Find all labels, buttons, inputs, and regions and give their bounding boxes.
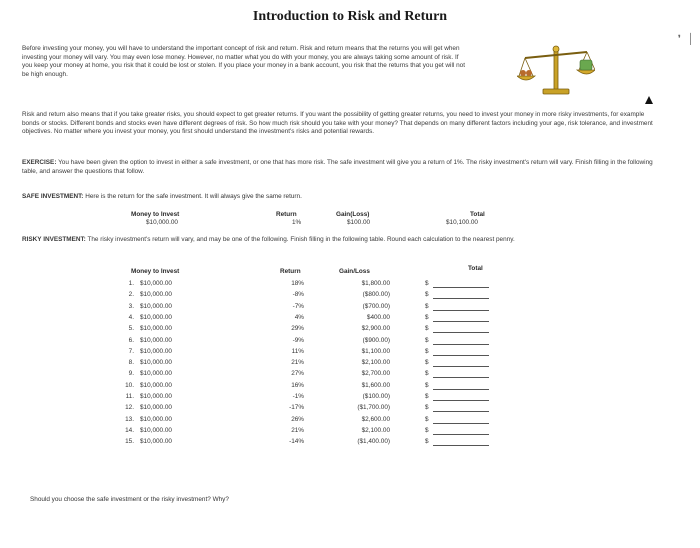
row-number: 3. — [128, 303, 134, 310]
row-money: $10,000.00 — [140, 280, 172, 287]
row-number: 13. — [125, 416, 134, 423]
row-dollar: $ — [425, 404, 429, 411]
safe-text: Here is the return for the safe investment. It will always give the same return. — [85, 193, 302, 200]
safe-header-gain: Gain(Loss) — [336, 211, 370, 218]
row-total-blank[interactable] — [433, 393, 489, 401]
row-return: 27% — [291, 370, 304, 377]
mouse-cursor-icon — [645, 96, 653, 104]
risk-paragraph: Risk and return also means that if you take greater risks, you should expect to get greater returns. If you want the possibility of getting greater returns, you need to invest your money in more risky investments, for example bonds or stocks. Different bonds and stocks even have different degrees of risk. So how much risk should you take with your money? That depends on many different factors including your age, risk tolerance, and investment objectives. No matter where you invest your money, you first should understand the investment's risks and potential rewards. — [22, 111, 653, 136]
row-return: 18% — [291, 280, 304, 287]
row-total-blank[interactable] — [433, 404, 489, 412]
row-total-blank[interactable] — [433, 291, 489, 299]
row-return: 16% — [291, 382, 304, 389]
risky-header-money: Money to Invest — [131, 268, 180, 275]
row-number: 11. — [125, 393, 134, 400]
row-number: 8. — [128, 359, 134, 366]
row-dollar: $ — [425, 359, 429, 366]
safe-header-money: Money to Invest — [131, 211, 180, 218]
exercise-text: You have been given the option to invest in either a safe investment, or one that has more risk. The safe investment will give you a return of 1%. The risky investment's return will vary. Finish filling in the following table, and answer the questions that follow. — [22, 159, 653, 175]
row-total-blank[interactable] — [433, 348, 489, 356]
row-money: $10,000.00 — [140, 404, 172, 411]
row-money: $10,000.00 — [140, 314, 172, 321]
row-gain: ($700.00) — [362, 303, 390, 310]
question-text: Should you choose the safe investment or the risky investment? Why? — [30, 496, 229, 503]
row-total-blank[interactable] — [433, 314, 489, 322]
row-gain: ($100.00) — [362, 393, 390, 400]
row-gain: $1,100.00 — [361, 348, 390, 355]
row-total-blank[interactable] — [433, 280, 489, 288]
row-money: $10,000.00 — [140, 337, 172, 344]
row-gain: $1,600.00 — [361, 382, 390, 389]
safe-money-value: $10,000.00 — [146, 219, 178, 226]
row-number: 15. — [125, 438, 134, 445]
risky-text: The risky investment's return will vary, and may be one of the following. Finish filling in the following table. Round each calculation to the nearest penny. — [87, 236, 515, 243]
row-return: -7% — [292, 303, 304, 310]
row-number: 14. — [125, 427, 134, 434]
edge-marks-icon: ❜ │ — [677, 34, 696, 45]
row-total-blank[interactable] — [433, 438, 489, 446]
row-dollar: $ — [425, 325, 429, 332]
row-money: $10,000.00 — [140, 348, 172, 355]
row-dollar: $ — [425, 348, 429, 355]
row-total-blank[interactable] — [433, 370, 489, 378]
row-total-blank[interactable] — [433, 416, 489, 424]
balance-scale-icon — [517, 42, 595, 98]
row-total-blank[interactable] — [433, 303, 489, 311]
row-number: 10. — [125, 382, 134, 389]
row-money: $10,000.00 — [140, 427, 172, 434]
safe-investment-line — [22, 193, 302, 200]
risky-header-gain: Gain/Loss — [339, 268, 370, 275]
row-total-blank[interactable] — [433, 359, 489, 367]
row-return: -17% — [289, 404, 304, 411]
row-money: $10,000.00 — [140, 303, 172, 310]
row-total-blank[interactable] — [433, 325, 489, 333]
row-return: 4% — [294, 314, 304, 321]
row-gain: ($1,400.00) — [357, 438, 390, 445]
row-dollar: $ — [425, 416, 429, 423]
row-return: -8% — [292, 291, 304, 298]
row-number: 5. — [128, 325, 134, 332]
risky-header-return: Return — [280, 268, 301, 275]
row-number: 12. — [125, 404, 134, 411]
row-total-blank[interactable] — [433, 427, 489, 435]
exercise-paragraph — [22, 159, 662, 176]
intro-paragraph: Before investing your money, you will have to understand the important concept of risk and return. Risk and return means that the returns you will get when investing your money will vary. You may even lose money. However, no matter what you do with your money, you are always taking some amount of risk. If you keep your money at home, you risk that it could be lost or stolen. If you place your money in a bank account, you risk that the returns that you get will not be high enough. — [22, 45, 465, 79]
row-number: 9. — [128, 370, 134, 377]
row-gain: ($800.00) — [362, 291, 390, 298]
row-money: $10,000.00 — [140, 382, 172, 389]
row-number: 6. — [128, 337, 134, 344]
risky-label: RISKY INVESTMENT: — [22, 236, 86, 243]
row-return: -14% — [289, 438, 304, 445]
row-return: -9% — [292, 337, 304, 344]
row-gain: $2,100.00 — [361, 359, 390, 366]
row-total-blank[interactable] — [433, 382, 489, 390]
row-gain: $2,600.00 — [361, 416, 390, 423]
row-return: 11% — [291, 348, 304, 355]
safe-header-total: Total — [470, 211, 485, 218]
exercise-label: EXERCISE: — [22, 159, 57, 166]
safe-label: SAFE INVESTMENT: — [22, 193, 84, 200]
row-dollar: $ — [425, 337, 429, 344]
row-dollar: $ — [425, 280, 429, 287]
row-return: 26% — [291, 416, 304, 423]
row-dollar: $ — [425, 438, 429, 445]
row-return: 21% — [291, 427, 304, 434]
row-dollar: $ — [425, 382, 429, 389]
row-money: $10,000.00 — [140, 416, 172, 423]
row-gain: ($900.00) — [362, 337, 390, 344]
row-dollar: $ — [425, 291, 429, 298]
row-money: $10,000.00 — [140, 370, 172, 377]
row-dollar: $ — [425, 427, 429, 434]
row-total-blank[interactable] — [433, 337, 489, 345]
row-return: 29% — [291, 325, 304, 332]
row-money: $10,000.00 — [140, 325, 172, 332]
row-money: $10,000.00 — [140, 291, 172, 298]
row-gain: $2,100.00 — [361, 427, 390, 434]
row-dollar: $ — [425, 303, 429, 310]
row-gain: ($1,700.00) — [357, 404, 390, 411]
row-dollar: $ — [425, 370, 429, 377]
row-dollar: $ — [425, 393, 429, 400]
risky-investment-line — [22, 236, 662, 245]
safe-gain-value: $100.00 — [347, 219, 371, 226]
risky-header-total: Total — [468, 265, 483, 272]
row-number: 7. — [128, 348, 134, 355]
row-number: 2. — [128, 291, 134, 298]
row-number: 1. — [128, 280, 134, 287]
safe-header-return: Return — [276, 211, 297, 218]
row-number: 4. — [128, 314, 134, 321]
safe-return-value: 1% — [292, 219, 302, 226]
row-gain: $400.00 — [366, 314, 390, 321]
row-gain: $2,700.00 — [361, 370, 390, 377]
row-return: -1% — [292, 393, 304, 400]
page-title: Introduction to Risk and Return — [252, 9, 448, 24]
row-money: $10,000.00 — [140, 359, 172, 366]
safe-total-value: $10,100.00 — [446, 219, 478, 226]
row-gain: $2,900.00 — [361, 325, 390, 332]
row-money: $10,000.00 — [140, 393, 172, 400]
row-dollar: $ — [425, 314, 429, 321]
row-return: 21% — [291, 359, 304, 366]
row-money: $10,000.00 — [140, 438, 172, 445]
row-gain: $1,800.00 — [361, 280, 390, 287]
